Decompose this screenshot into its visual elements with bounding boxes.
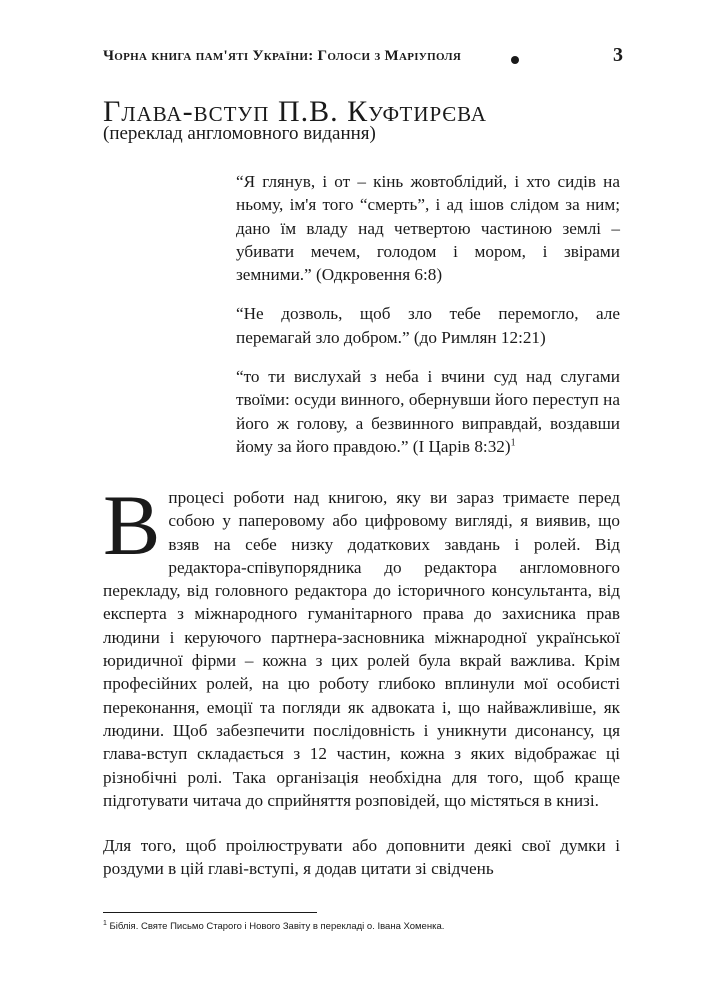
- footnote: [103, 920, 444, 932]
- paragraph: Для того, щоб проілюструвати або доповнити деякі свої думки і роздуми в цій главі-вступі, я додав цитати зі свідчень: [103, 836, 620, 879]
- paragraph-text: процесі роботи над книгою, яку ви зараз тримаєте перед собою у паперовому або цифровому вигляді, я виявив, що взяв на себе низку додаткових завдань і ролей. Від редактора-співупорядника до редактора англомовного перекладу, від головного редактора до історичного консультанта, від експерта з міжнародного гуманітарного права до захисника прав людини і керуючого партнера-засновника міжнародної української юридичної фірми – кожна з цих ролей була вкрай важлива. Крім професійних ролей, на цю роботу глибоко вплинули мої особисті переконання, емоції та погляди як адвоката і, що найважливіше, як людини. Щоб забезпечити послідовність і уникнути дисонансу, ця глава-вступ складається з 12 частин, кожна з яких відображає ці різнобічні ролі. Така організація необхідна для того, щоб краще підготувати читача до сприйняття розповідей, що містяться в книзі.: [103, 488, 620, 810]
- epigraph-text: “то ти вислухай з неба і вчини суд над слугами твоїми: осуди винного, обернувши його переступ на його ж голову, а безвинного виправдай, воздавши йому за його правдою.” (I Царів 8:32): [236, 367, 620, 456]
- body-text: [103, 477, 620, 881]
- footnote-marker: 1: [103, 920, 107, 927]
- drop-cap: В: [103, 477, 161, 573]
- epigraph: [236, 365, 620, 458]
- epigraph: “Не дозволь, щоб зло тебе перемогло, але перемагай зло добром.” (до Римлян 12:21): [236, 304, 620, 347]
- epigraphs: [236, 170, 620, 474]
- footnote-reference[interactable]: 1: [510, 437, 516, 449]
- chapter-title: Глава-вступ П.В. Куфтирєва: [103, 95, 487, 128]
- running-title: Чорна книга пам'яті України: Голоси з Маріуполя: [103, 48, 462, 64]
- bullet-icon: [511, 56, 519, 64]
- chapter-subtitle: (переклад англомовного видання): [103, 123, 376, 144]
- epigraph: “Я глянув, і от – кінь жовтоблідий, і хто сидів на ньому, ім'я того “смерть”, і ад ішов слідом за ним; дано їм владу над четвертою частиною землі – убивати мечем, голодом і мором, і звірами земними.” (Одкровення 6:8): [236, 172, 620, 285]
- footnote-divider: [103, 912, 317, 913]
- footnote-text: Біблія. Святе Письмо Старого і Нового Завіту в перекладі о. Івана Хоменка.: [109, 921, 445, 933]
- paragraph: [103, 477, 620, 812]
- page-number: 3: [613, 44, 623, 66]
- running-header: [103, 44, 623, 72]
